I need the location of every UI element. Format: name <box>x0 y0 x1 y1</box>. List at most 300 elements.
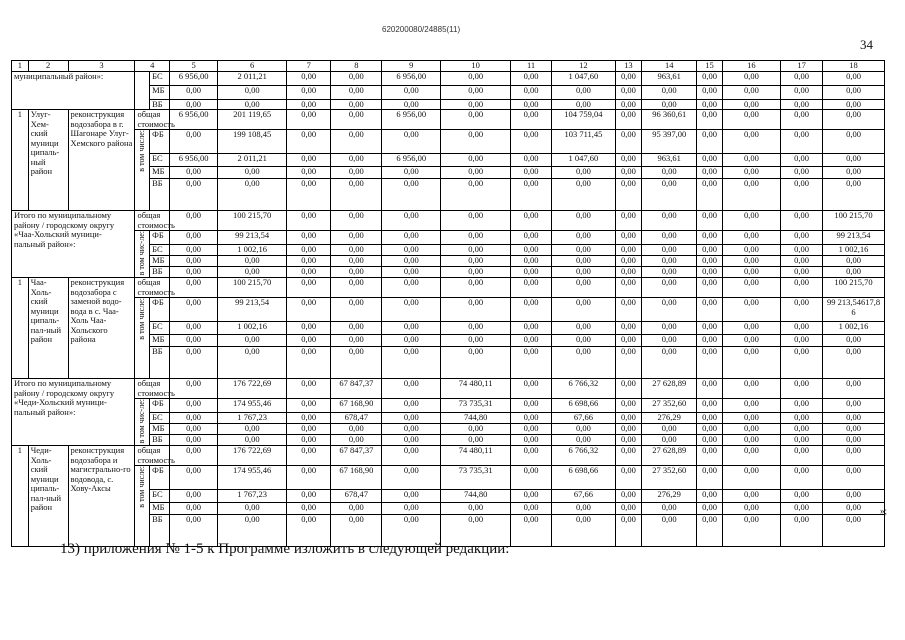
value-cell: 0,00 <box>511 85 552 99</box>
value-cell: 0,00 <box>781 99 823 110</box>
value-cell: 0,00 <box>781 399 823 413</box>
value-cell: 6 956,00 <box>382 71 441 85</box>
value-cell: 2 011,21 <box>218 71 287 85</box>
value-cell: 0,00 <box>218 435 287 446</box>
value-cell: 0,00 <box>697 335 722 347</box>
value-cell: 0,00 <box>382 490 441 503</box>
value-cell: 0,00 <box>382 335 441 347</box>
value-cell: 0,00 <box>722 435 781 446</box>
value-cell: 0,00 <box>781 167 823 179</box>
district-name: Улуг-Хем-ский муници ципаль-ный район <box>28 110 68 211</box>
value-cell: 0,00 <box>722 424 781 435</box>
value-cell: 0,00 <box>287 347 331 379</box>
value-cell: 0,00 <box>382 466 441 490</box>
value-cell: 0,00 <box>287 245 331 256</box>
value-cell: 0,00 <box>615 154 641 167</box>
value-cell: 73 735,31 <box>441 466 511 490</box>
value-cell: 0,00 <box>615 490 641 503</box>
value-cell: 0,00 <box>781 347 823 379</box>
value-cell: 0,00 <box>781 154 823 167</box>
value-cell: 0,00 <box>287 503 331 515</box>
including-label <box>135 399 150 446</box>
value-cell: 0,00 <box>170 435 218 446</box>
value-cell: 0,00 <box>823 71 885 85</box>
value-cell: 0,00 <box>511 379 552 399</box>
value-cell: 0,00 <box>615 110 641 130</box>
value-cell: 0,00 <box>511 335 552 347</box>
value-cell: 27 352,60 <box>642 466 697 490</box>
funding-type: МБ <box>150 85 170 99</box>
value-cell: 67 847,37 <box>331 446 382 466</box>
value-cell: 0,00 <box>615 435 641 446</box>
value-cell: 0,00 <box>511 322 552 335</box>
value-cell: 176 722,69 <box>218 379 287 399</box>
funding-type: ФБ <box>150 466 170 490</box>
value-cell: 0,00 <box>823 413 885 424</box>
value-cell: 0,00 <box>781 515 823 547</box>
value-cell: 0,00 <box>170 446 218 466</box>
value-cell: 0,00 <box>287 85 331 99</box>
value-cell: 0,00 <box>382 347 441 379</box>
value-cell: 0,00 <box>722 167 781 179</box>
value-cell: 0,00 <box>615 515 641 547</box>
value-cell: 0,00 <box>287 130 331 154</box>
value-cell: 0,00 <box>722 154 781 167</box>
value-cell: 0,00 <box>441 503 511 515</box>
value-cell: 0,00 <box>615 256 641 267</box>
value-cell: 0,00 <box>823 256 885 267</box>
value-cell: 0,00 <box>722 245 781 256</box>
value-cell: 0,00 <box>781 413 823 424</box>
funding-row <box>12 466 885 490</box>
funding-type: МБ <box>150 424 170 435</box>
value-cell: 0,00 <box>287 71 331 85</box>
value-cell: 99 213,54 <box>218 298 287 322</box>
including-label-text: в том числе: <box>137 298 147 340</box>
value-cell: 0,00 <box>615 245 641 256</box>
value-cell: 0,00 <box>382 298 441 322</box>
value-cell: 0,00 <box>331 256 382 267</box>
value-cell: 0,00 <box>552 267 616 278</box>
value-cell: 0,00 <box>697 231 722 245</box>
column-header: 4 <box>135 61 170 72</box>
funding-type: ФБ <box>150 298 170 322</box>
value-cell: 0,00 <box>552 179 616 211</box>
value-cell: 0,00 <box>642 231 697 245</box>
value-cell: 0,00 <box>511 267 552 278</box>
funding-type: БС <box>150 154 170 167</box>
value-cell: 0,00 <box>170 278 218 298</box>
value-cell: 0,00 <box>287 490 331 503</box>
funding-row <box>12 231 885 245</box>
value-cell: 27 628,89 <box>642 446 697 466</box>
value-cell: 0,00 <box>697 503 722 515</box>
value-cell: 0,00 <box>441 71 511 85</box>
including-label-text: в том чис-ле: <box>137 231 147 276</box>
row-number: 1 <box>12 278 29 379</box>
funding-type: ФБ <box>150 130 170 154</box>
continuation-label: муниципальный район»: <box>12 71 135 110</box>
funding-type: ВБ <box>150 99 170 110</box>
value-cell: 0,00 <box>218 167 287 179</box>
document-id: 620200080/24885(11) <box>382 25 461 34</box>
value-cell: 176 722,69 <box>218 446 287 466</box>
value-cell: 0,00 <box>511 167 552 179</box>
value-cell: 0,00 <box>287 424 331 435</box>
value-cell: 27 352,60 <box>642 399 697 413</box>
column-header: 12 <box>552 61 616 72</box>
value-cell: 96 360,61 <box>642 110 697 130</box>
including-label <box>135 298 150 379</box>
value-cell: 0,00 <box>615 413 641 424</box>
value-cell: 0,00 <box>287 211 331 231</box>
value-cell: 0,00 <box>722 466 781 490</box>
value-cell: 0,00 <box>287 515 331 547</box>
value-cell: 0,00 <box>697 154 722 167</box>
value-cell: 0,00 <box>722 256 781 267</box>
value-cell: 0,00 <box>382 446 441 466</box>
value-cell: 0,00 <box>382 85 441 99</box>
value-cell: 1 767,23 <box>218 490 287 503</box>
value-cell: 0,00 <box>331 167 382 179</box>
value-cell: 67,66 <box>552 413 616 424</box>
value-cell: 100 215,70 <box>823 278 885 298</box>
value-cell: 0,00 <box>170 231 218 245</box>
funding-type: ФБ <box>150 231 170 245</box>
value-cell: 0,00 <box>511 154 552 167</box>
value-cell: 0,00 <box>170 466 218 490</box>
column-header: 6 <box>218 61 287 72</box>
column-header: 7 <box>287 61 331 72</box>
value-cell: 0,00 <box>697 256 722 267</box>
value-cell: 0,00 <box>615 322 641 335</box>
value-cell: 99 213,54 <box>823 231 885 245</box>
value-cell: 0,00 <box>218 256 287 267</box>
value-cell: 0,00 <box>552 298 616 322</box>
value-cell: 0,00 <box>722 71 781 85</box>
value-cell: 0,00 <box>781 435 823 446</box>
value-cell: 0,00 <box>218 424 287 435</box>
value-cell: 0,00 <box>642 179 697 211</box>
value-cell: 0,00 <box>697 110 722 130</box>
value-cell: 6 956,00 <box>170 110 218 130</box>
value-cell: 0,00 <box>382 267 441 278</box>
value-cell: 0,00 <box>823 503 885 515</box>
including-label-text: в том числе: <box>137 130 147 172</box>
value-cell: 0,00 <box>511 347 552 379</box>
value-cell: 0,00 <box>781 379 823 399</box>
value-cell: 0,00 <box>823 110 885 130</box>
value-cell: 0,00 <box>382 256 441 267</box>
value-cell: 95 397,00 <box>642 130 697 154</box>
value-cell: 0,00 <box>781 503 823 515</box>
value-cell: 0,00 <box>722 503 781 515</box>
value-cell: 0,00 <box>170 298 218 322</box>
value-cell: 0,00 <box>287 466 331 490</box>
value-cell: 201 119,65 <box>218 110 287 130</box>
value-cell: 0,00 <box>170 490 218 503</box>
value-cell: 99 213,54 <box>218 231 287 245</box>
value-cell: 174 955,46 <box>218 466 287 490</box>
value-cell: 174 955,46 <box>218 399 287 413</box>
value-cell: 0,00 <box>382 379 441 399</box>
value-cell: 744,80 <box>441 490 511 503</box>
value-cell: 6 698,66 <box>552 466 616 490</box>
value-cell: 27 628,89 <box>642 379 697 399</box>
value-cell: 0,00 <box>382 399 441 413</box>
value-cell: 0,00 <box>552 278 616 298</box>
district-name: Чеди-Холь-ский муници ципаль-пал-ный район <box>28 446 68 547</box>
value-cell: 0,00 <box>642 167 697 179</box>
value-cell: 0,00 <box>823 154 885 167</box>
value-cell: 0,00 <box>823 347 885 379</box>
value-cell: 0,00 <box>287 446 331 466</box>
value-cell: 0,00 <box>722 231 781 245</box>
value-cell: 0,00 <box>552 211 616 231</box>
value-cell: 963,61 <box>642 71 697 85</box>
value-cell: 0,00 <box>170 413 218 424</box>
value-cell: 0,00 <box>331 322 382 335</box>
value-cell: 0,00 <box>615 130 641 154</box>
value-cell: 276,29 <box>642 490 697 503</box>
value-cell: 0,00 <box>697 322 722 335</box>
value-cell: 0,00 <box>552 515 616 547</box>
value-cell: 0,00 <box>331 435 382 446</box>
value-cell: 0,00 <box>331 503 382 515</box>
value-cell: 0,00 <box>642 424 697 435</box>
value-cell: 0,00 <box>697 167 722 179</box>
funding-type: МБ <box>150 335 170 347</box>
including-label <box>135 466 150 547</box>
value-cell: 0,00 <box>823 515 885 547</box>
value-cell: 0,00 <box>823 85 885 99</box>
column-header: 3 <box>68 61 135 72</box>
value-cell: 0,00 <box>823 424 885 435</box>
value-cell: 0,00 <box>552 335 616 347</box>
table-row <box>12 71 885 85</box>
funding-type: МБ <box>150 256 170 267</box>
value-cell: 0,00 <box>511 466 552 490</box>
value-cell: 0,00 <box>697 267 722 278</box>
value-cell: 0,00 <box>287 278 331 298</box>
value-cell: 0,00 <box>781 231 823 245</box>
value-cell: 0,00 <box>287 413 331 424</box>
value-cell: 0,00 <box>615 298 641 322</box>
value-cell: 6 766,32 <box>552 379 616 399</box>
value-cell: 1 002,16 <box>823 322 885 335</box>
value-cell: 0,00 <box>552 435 616 446</box>
value-cell: 0,00 <box>170 211 218 231</box>
value-cell: 67 168,90 <box>331 466 382 490</box>
value-cell: 0,00 <box>287 435 331 446</box>
value-cell: 0,00 <box>697 179 722 211</box>
value-cell: 0,00 <box>511 278 552 298</box>
value-cell: 0,00 <box>642 322 697 335</box>
value-cell: 0,00 <box>170 399 218 413</box>
value-cell: 100 215,70 <box>218 278 287 298</box>
value-cell: 0,00 <box>441 179 511 211</box>
value-cell: 0,00 <box>287 322 331 335</box>
value-cell: 0,00 <box>218 99 287 110</box>
value-cell: 0,00 <box>218 515 287 547</box>
value-cell: 2 011,21 <box>218 154 287 167</box>
value-cell: 0,00 <box>511 435 552 446</box>
value-cell: 0,00 <box>781 466 823 490</box>
value-cell: 0,00 <box>218 335 287 347</box>
value-cell: 0,00 <box>642 245 697 256</box>
value-cell: 0,00 <box>781 446 823 466</box>
value-cell: 0,00 <box>697 490 722 503</box>
value-cell: 0,00 <box>722 399 781 413</box>
total-cost-label: общая стоимость <box>135 446 170 466</box>
value-cell: 0,00 <box>511 298 552 322</box>
value-cell: 0,00 <box>781 211 823 231</box>
value-cell: 0,00 <box>722 267 781 278</box>
total-cost-label: общая стоимость <box>135 278 170 298</box>
value-cell: 0,00 <box>823 490 885 503</box>
value-cell: 0,00 <box>441 167 511 179</box>
value-cell: 73 735,31 <box>441 399 511 413</box>
value-cell: 0,00 <box>287 335 331 347</box>
column-header: 13 <box>615 61 641 72</box>
value-cell: 0,00 <box>331 71 382 85</box>
value-cell: 0,00 <box>697 99 722 110</box>
value-cell: 0,00 <box>287 110 331 130</box>
value-cell: 0,00 <box>382 435 441 446</box>
value-cell: 104 759,04 <box>552 110 616 130</box>
value-cell: 0,00 <box>331 245 382 256</box>
value-cell: 0,00 <box>642 267 697 278</box>
value-cell: 1 767,23 <box>218 413 287 424</box>
value-cell: 1 047,60 <box>552 71 616 85</box>
value-cell: 0,00 <box>511 256 552 267</box>
value-cell: 0,00 <box>382 278 441 298</box>
value-cell: 0,00 <box>642 211 697 231</box>
value-cell: 0,00 <box>615 446 641 466</box>
value-cell: 0,00 <box>615 466 641 490</box>
value-cell: 0,00 <box>722 85 781 99</box>
value-cell: 0,00 <box>511 413 552 424</box>
funding-type: БС <box>150 490 170 503</box>
value-cell: 0,00 <box>287 154 331 167</box>
value-cell: 0,00 <box>697 211 722 231</box>
value-cell: 0,00 <box>331 99 382 110</box>
value-cell: 0,00 <box>511 110 552 130</box>
value-cell: 0,00 <box>615 231 641 245</box>
value-cell: 100 215,70 <box>218 211 287 231</box>
value-cell: 0,00 <box>781 179 823 211</box>
value-cell: 0,00 <box>218 267 287 278</box>
value-cell: 0,00 <box>511 179 552 211</box>
value-cell: 0,00 <box>441 110 511 130</box>
funding-type: ВБ <box>150 179 170 211</box>
value-cell: 0,00 <box>552 347 616 379</box>
value-cell: 0,00 <box>331 335 382 347</box>
value-cell: 0,00 <box>170 503 218 515</box>
value-cell: 0,00 <box>382 167 441 179</box>
value-cell: 0,00 <box>722 322 781 335</box>
value-cell: 0,00 <box>823 435 885 446</box>
column-header: 5 <box>170 61 218 72</box>
value-cell: 1 002,16 <box>823 245 885 256</box>
value-cell: 0,00 <box>697 347 722 379</box>
value-cell: 0,00 <box>331 298 382 322</box>
value-cell: 0,00 <box>287 99 331 110</box>
value-cell: 0,00 <box>331 179 382 211</box>
value-cell: 0,00 <box>511 71 552 85</box>
value-cell: 0,00 <box>441 245 511 256</box>
value-cell: 0,00 <box>615 179 641 211</box>
funding-row <box>12 298 885 322</box>
funding-type: БС <box>150 245 170 256</box>
value-cell: 0,00 <box>823 99 885 110</box>
value-cell: 0,00 <box>697 515 722 547</box>
value-cell: 0,00 <box>441 298 511 322</box>
value-cell: 6 956,00 <box>382 110 441 130</box>
page-number: 34 <box>860 37 873 52</box>
value-cell: 0,00 <box>218 503 287 515</box>
value-cell: 6 956,00 <box>382 154 441 167</box>
value-cell: 0,00 <box>615 85 641 99</box>
value-cell: 6 956,00 <box>170 71 218 85</box>
value-cell: 0,00 <box>722 130 781 154</box>
value-cell: 0,00 <box>697 85 722 99</box>
value-cell: 1 047,60 <box>552 154 616 167</box>
value-cell: 0,00 <box>781 256 823 267</box>
value-cell: 0,00 <box>781 85 823 99</box>
value-cell: 0,00 <box>642 85 697 99</box>
value-cell: 0,00 <box>697 245 722 256</box>
object-total-row <box>12 278 885 298</box>
district-total-row <box>12 211 885 231</box>
total-cost-label: общая стоимость <box>135 379 170 399</box>
value-cell: 0,00 <box>331 211 382 231</box>
value-cell: 0,00 <box>441 278 511 298</box>
value-cell: 678,47 <box>331 490 382 503</box>
value-cell: 0,00 <box>615 347 641 379</box>
value-cell: 0,00 <box>615 99 641 110</box>
district-name: Чаа-Холь-ский муници ципаль-пал-ный район <box>28 278 68 379</box>
funding-type: БС <box>150 71 170 85</box>
value-cell: 0,00 <box>511 446 552 466</box>
value-cell: 0,00 <box>781 298 823 322</box>
value-cell: 0,00 <box>552 99 616 110</box>
value-cell: 0,00 <box>382 413 441 424</box>
value-cell: 0,00 <box>697 435 722 446</box>
value-cell: 0,00 <box>552 256 616 267</box>
value-cell: 0,00 <box>781 245 823 256</box>
value-cell: 0,00 <box>697 466 722 490</box>
value-cell: 0,00 <box>441 347 511 379</box>
header-row <box>12 61 885 72</box>
value-cell: 0,00 <box>781 424 823 435</box>
value-cell: 0,00 <box>170 130 218 154</box>
column-header: 15 <box>697 61 722 72</box>
funding-row <box>12 399 885 413</box>
column-header: 18 <box>823 61 885 72</box>
value-cell: 0,00 <box>722 278 781 298</box>
value-cell: 0,00 <box>722 515 781 547</box>
value-cell: 0,00 <box>287 256 331 267</box>
value-cell: 0,00 <box>382 424 441 435</box>
value-cell: 0,00 <box>823 446 885 466</box>
value-cell: 0,00 <box>382 515 441 547</box>
value-cell: 0,00 <box>170 335 218 347</box>
value-cell: 0,00 <box>441 322 511 335</box>
value-cell: 0,00 <box>642 347 697 379</box>
column-header: 8 <box>331 61 382 72</box>
value-cell: 67,66 <box>552 490 616 503</box>
